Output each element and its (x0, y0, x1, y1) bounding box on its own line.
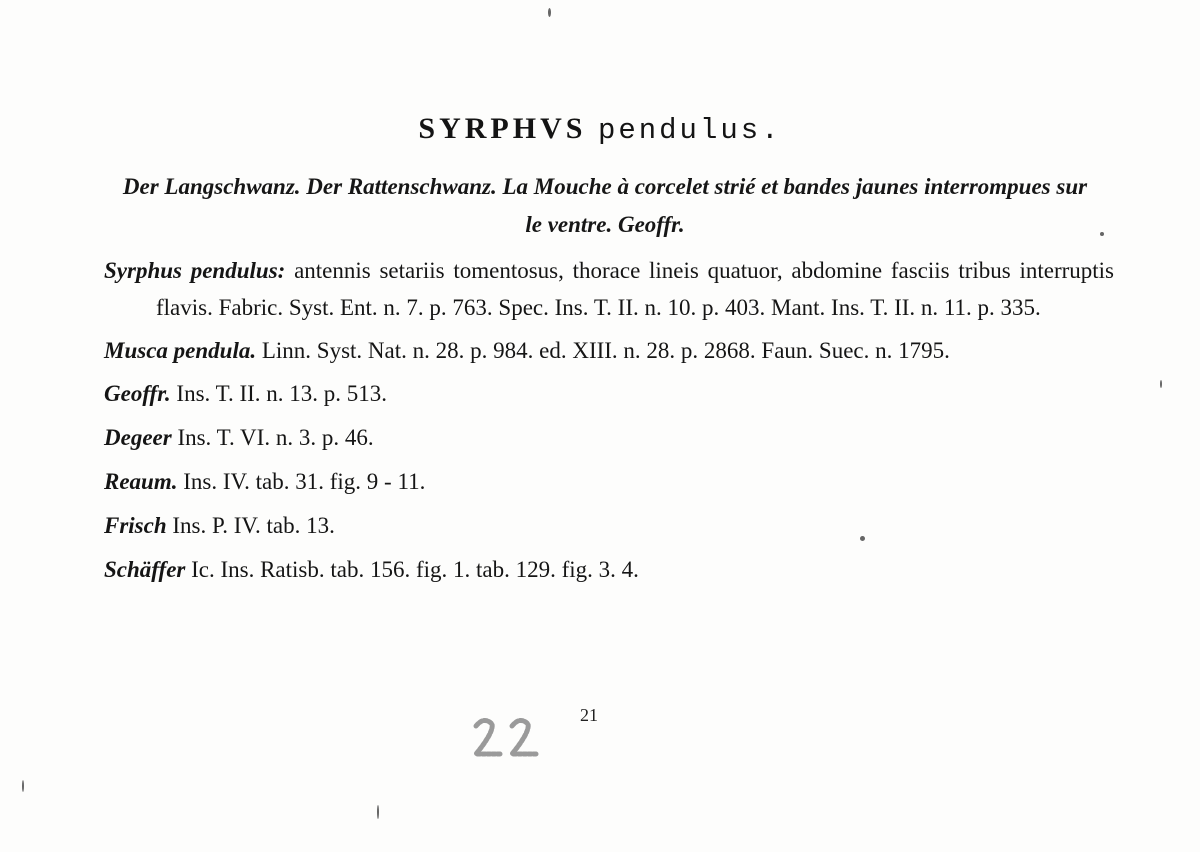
title-genus: SYRPHVS (418, 112, 587, 145)
entry-text: Linn. Syst. Nat. n. 28. p. 984. ed. XIII. n. 28. p. 2868. Faun. Suec. n. 1795. (261, 338, 950, 363)
entry-text: Ic. Ins. Ratisb. tab. 156. fig. 1. tab. 129. fig. 3. 4. (191, 557, 639, 582)
synonym-entry (104, 252, 1114, 326)
page-number: 21 (580, 705, 598, 725)
entry-text: Ins. T. II. n. 13. p. 513. (176, 381, 388, 406)
entry-text: antennis setariis tomentosus, thorace lineis quatuor, abdomine fasciis tribus interruptis flavis. Fabric. Syst. Ent. n. 7. p. 763. Spec. Ins. T. II. n. 10. p. 403. Mant. Ins. T. II. n. 11. p. 335. (156, 258, 1114, 320)
entry-name: Musca pendula. (104, 338, 257, 363)
entry-name: Frisch (104, 513, 167, 538)
entry-text: Ins. IV. tab. 31. fig. 9 - 11. (183, 469, 426, 494)
synonymy-list (104, 252, 1114, 595)
synonym-entry (104, 463, 1114, 500)
entry-text: Ins. P. IV. tab. 13. (172, 513, 335, 538)
entry-text: Ins. T. VI. n. 3. p. 46. (177, 425, 374, 450)
synonym-entry (104, 551, 1114, 588)
synonym-entry (104, 419, 1114, 456)
page-title (0, 112, 1200, 147)
title-species: pendulus. (597, 114, 782, 147)
entry-name: Geoffr. (104, 381, 171, 406)
paper-speck (377, 805, 379, 819)
synonym-entry (104, 507, 1114, 544)
paper-speck (1160, 380, 1162, 388)
entry-name: Syrphus pendulus: (104, 258, 286, 283)
paper-speck (1100, 232, 1104, 236)
vernacular-names: Der Langschwanz. Der Rattenschwanz. La Mouche à corcelet strié et bandes jaunes interrompues sur le ventre. Geoffr. (122, 174, 1088, 237)
paper-speck (22, 780, 24, 792)
synonym-entry (104, 375, 1114, 412)
entry-name: Schäffer (104, 557, 186, 582)
entry-name: Reaum. (104, 469, 178, 494)
synonym-entry (104, 332, 1114, 369)
paper-speck (548, 8, 551, 17)
ink-stamp-mark (462, 712, 572, 762)
entry-name: Degeer (104, 425, 172, 450)
paper-speck (860, 536, 865, 541)
